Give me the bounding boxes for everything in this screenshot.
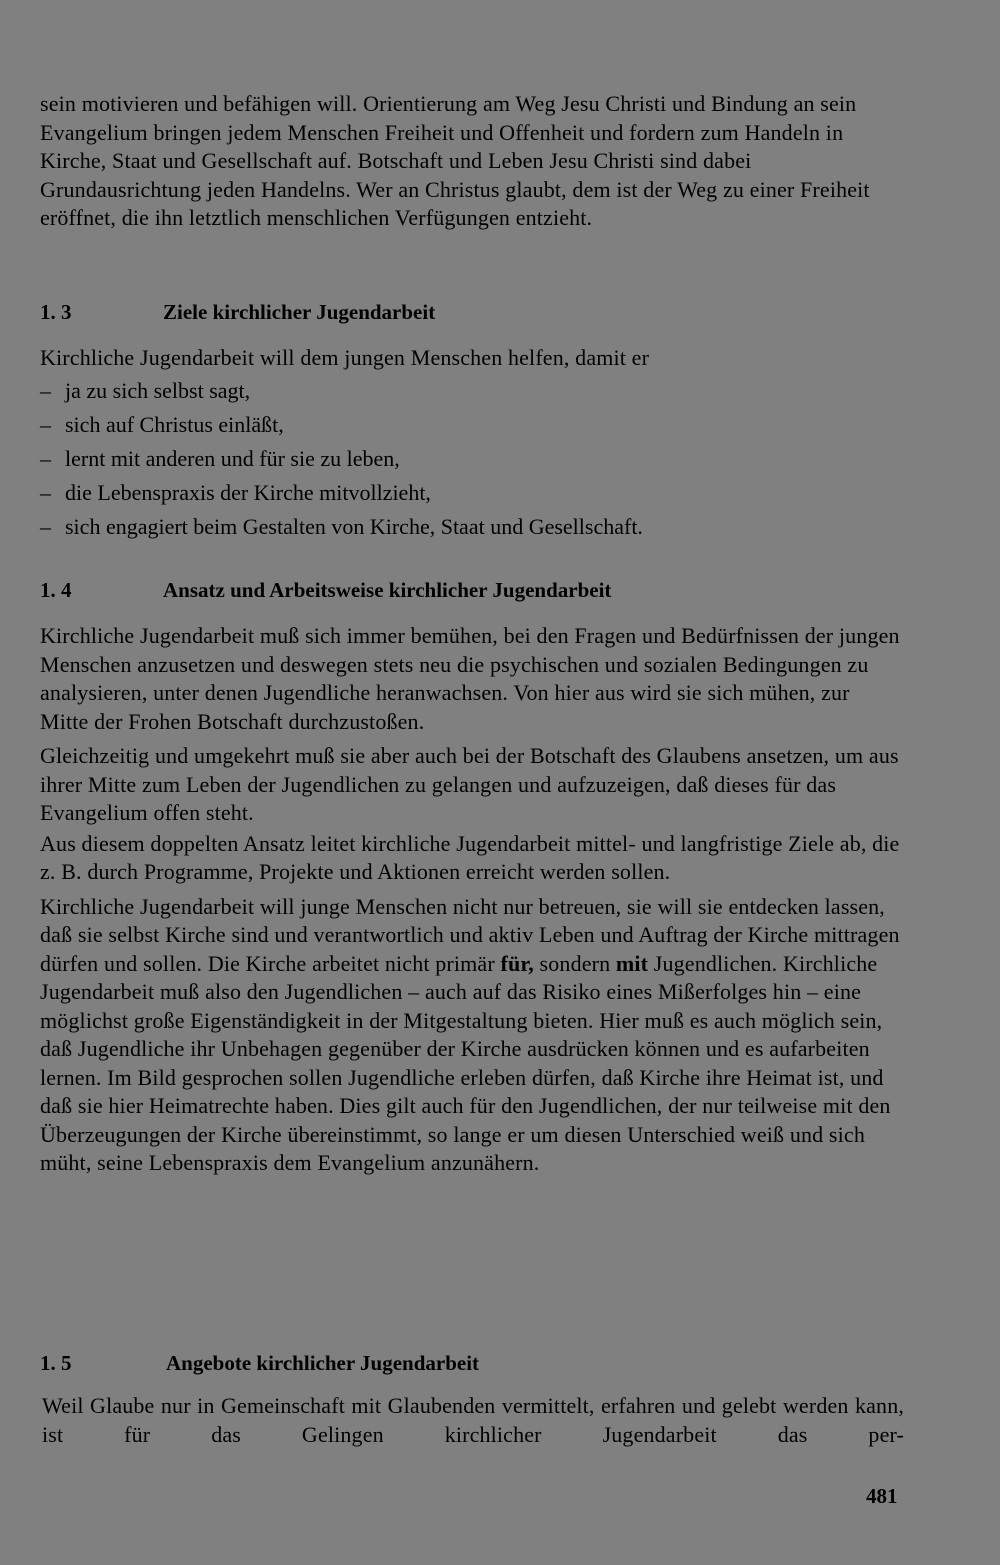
- list-item-text: lernt mit anderen und für sie zu leben,: [65, 446, 400, 471]
- emphasis-text: mit: [615, 950, 649, 976]
- dash-marker: –: [40, 412, 51, 437]
- list-item: [40, 374, 902, 408]
- list-item: [40, 510, 902, 544]
- text-run: Kirchliche Jugendarbeit will junge Menschen nicht nur betreuen, sie will sie entdecken lassen, daß sie selbst Kirche sind und verantwortlich und aktiv Leben und Auftrag der Kirche mittragen dürfen und sollen. Die Kirche arbeitet nicht primär: [40, 893, 900, 976]
- list-item: [40, 442, 902, 476]
- intro-paragraph: sein motivieren und befähigen will. Orientierung am Weg Jesu Christi und Bindung an sein Evangelium bringen jedem Menschen Freiheit und Offenheit und fordern zum Handeln in Kirche, Staat und Gesellschaft auf. Botschaft und Leben Jesu Christi sind dabei Grundausrichtung jeden Handelns. Wer an Christus glaubt, dem ist der Weg zu einer Freiheit eröffnet, die ihn letztlich menschlichen Verfügungen entzieht.: [40, 91, 870, 230]
- section-number: 1. 5: [40, 1351, 72, 1375]
- section-title: Ziele kirchlicher Jugendarbeit: [163, 300, 436, 324]
- dash-marker: –: [40, 446, 51, 471]
- list-item-text: ja zu sich selbst sagt,: [65, 378, 251, 403]
- body-paragraph: Kirchliche Jugendarbeit muß sich immer bemühen, bei den Fragen und Bedürfnissen der jungen Menschen anzusetzen und deswegen stets neu die psychischen und sozialen Bedingungen zu analysieren, unter denen Jugendliche heranwachsen. Von hier aus wird sie sich mühen, zur Mitte der Frohen Botschaft durchzustoßen.: [40, 623, 900, 734]
- dash-marker: –: [40, 480, 51, 505]
- list-item: [40, 476, 902, 510]
- section-heading-1-4: [40, 578, 902, 608]
- section-number: 1. 3: [40, 300, 72, 324]
- section-1-5-body: [42, 1392, 904, 1449]
- section-number: 1. 4: [40, 578, 72, 602]
- section-title: Angebote kirchlicher Jugendarbeit: [166, 1351, 480, 1375]
- emphasis-text: für,: [500, 950, 534, 976]
- dash-marker: –: [40, 514, 51, 539]
- section-heading-1-5: [40, 1351, 902, 1381]
- text-run: sondern: [533, 950, 616, 976]
- text-run: Jugendlichen. Kirchliche Jugendarbeit muß also den Jugendlichen – auch auf das Risiko eines Mißerfolges hin – eine möglichst große Eigenständigkeit in der Mitgestaltung bieten. Hier muß es auch möglich sein, daß Jugendliche ihr Unbehagen gegenüber der Kirche ausdrücken können und es aufarbeiten lernen. Im Bild gesprochen sollen Jugendliche erleben dürfen, daß Kirche ihre Heimat ist, und daß sie hier Heimatrechte haben. Dies gilt auch für den Jugendlichen, der nur teilweise mit den Überzeugungen der Kirche übereinstimmt, so lange er um diesen Unterschied weiß und sich müht, seine Lebenspraxis dem Evangelium anzunähern.: [40, 950, 891, 1175]
- section-title: Ansatz und Arbeitsweise kirchlicher Jugendarbeit: [163, 578, 612, 602]
- dash-marker: –: [40, 378, 51, 403]
- body-paragraph: Gleichzeitig und umgekehrt muß sie aber auch bei der Botschaft des Glaubens ansetzen, um aus ihrer Mitte zum Leben der Jugendlichen zu gelangen und aufzuzeigen, daß dieses für das Evangelium offen steht.: [40, 743, 899, 825]
- body-paragraph: Aus diesem doppelten Ansatz leitet kirchliche Jugendarbeit mittel- und langfristige Ziele ab, die z. B. durch Programme, Projekte und Aktionen erreicht werden sollen.: [40, 830, 900, 884]
- intro-section: [40, 90, 902, 233]
- body-paragraph: Weil Glaube nur in Gemeinschaft mit Glaubenden vermittelt, erfahren und gelebt werden kann, ist für das Gelingen kirchlicher Jugendarbeit das per-: [42, 1393, 904, 1447]
- body-paragraph: [40, 893, 902, 1178]
- list-item: [40, 408, 902, 442]
- page-number: 481: [866, 1484, 898, 1508]
- list-item-text: die Lebenspraxis der Kirche mitvollzieht,: [65, 480, 431, 505]
- goals-list: [40, 374, 902, 544]
- list-item-text: sich auf Christus einläßt,: [65, 412, 284, 437]
- section-1-3-body: [40, 343, 902, 544]
- section-1-4-body: [40, 622, 902, 1178]
- list-item-text: sich engagiert beim Gestalten von Kirche, Staat und Gesellschaft.: [65, 514, 643, 539]
- section-heading-1-3: [40, 300, 902, 330]
- section-intro-paragraph: Kirchliche Jugendarbeit will dem jungen Menschen helfen, damit er: [40, 345, 650, 370]
